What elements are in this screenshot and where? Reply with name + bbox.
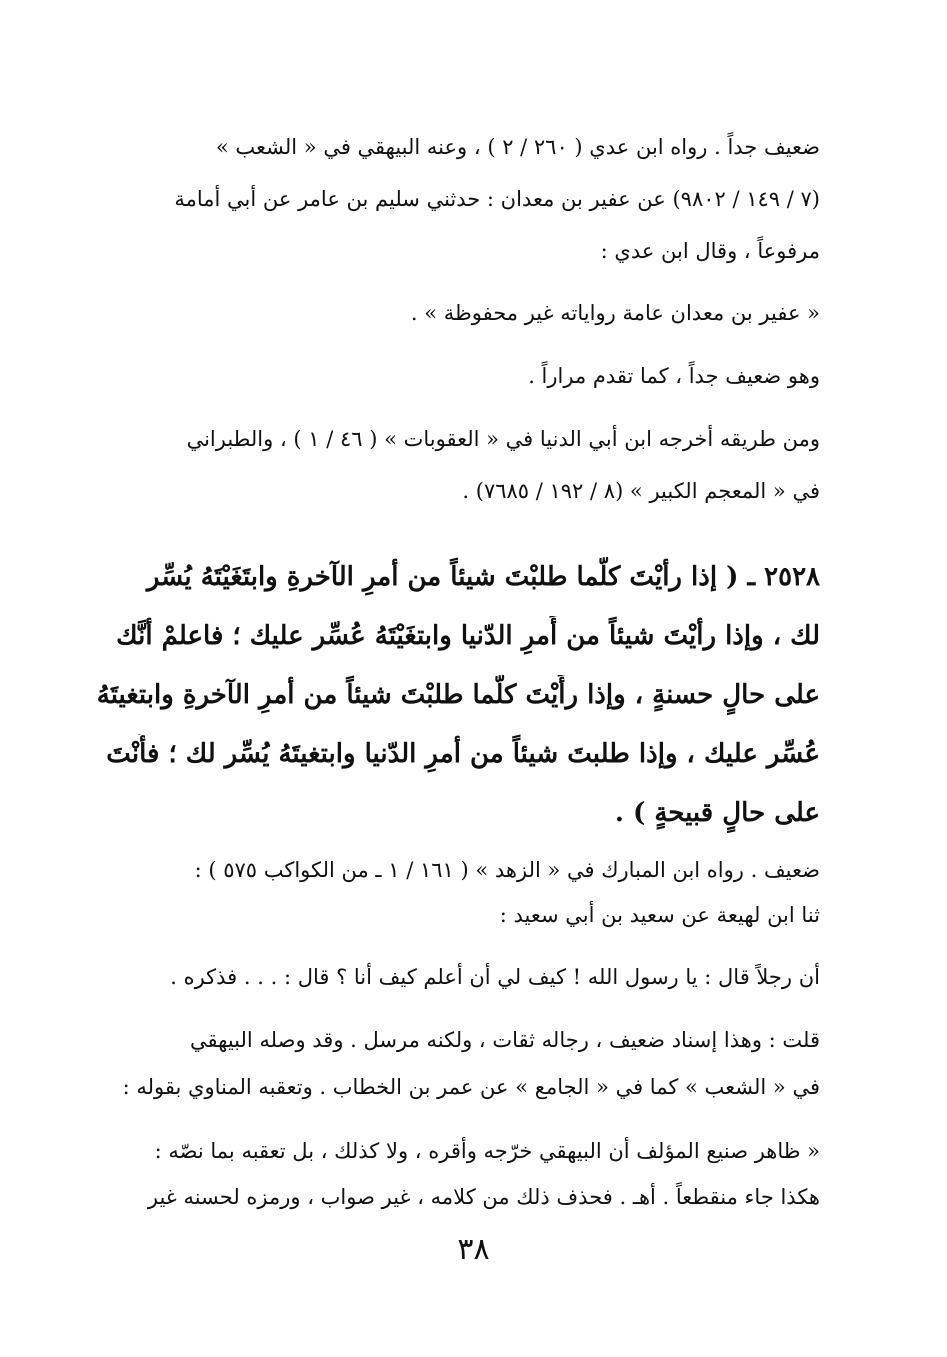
text-line: قلت : وهذا إسناد ضعيف ، رجاله ثقات ، ولكنه مرسل . وقد وصله البيهقي — [190, 1028, 820, 1052]
text-line: في « المعجم الكبير » (٨ / ١٩٢ / ٧٦٨٥) . — [462, 479, 820, 503]
text-line: وهو ضعيف جداً ، كما تقدم مراراً . — [528, 364, 820, 388]
hadith-line: على حالٍ حسنةٍ ، وإذا رأَيْتَ كلّما طلبْتَ شيئاً من أمرِ الآخرةِ وابتغيتَهُ — [96, 680, 820, 710]
page-number: ٣٨ — [457, 1232, 490, 1267]
text-line: مرفوعاً ، وقال ابن عدي : — [600, 239, 820, 263]
text-line: (٧ / ١٤٩ / ٩٨٠٢) عن عفير بن معدان : حدثني سليم بن عامر عن أبي أمامة — [174, 187, 820, 211]
text-line: « ظاهر صنيع المؤلف أن البيهقي خرّجه وأقره ، ولا كذلك ، بل تعقبه بما نصّه : — [154, 1139, 820, 1163]
text-line: في « الشعب » كما في « الجامع » عن عمر بن الخطاب . وتعقبه المناوي بقوله : — [122, 1075, 820, 1099]
text-line: ضعيف . رواه ابن المبارك في « الزهد » ( ١٦١ / ١ ـ من الكواكب ٥٧٥ ) : — [194, 858, 820, 882]
hadith-line: لك ، وإذا رأيْتَ شيئاً من أَمرِ الدّنيا وابتغَيْتَهُ عُسِّر عليك ؛ فاعلمْ أنَّك — [116, 621, 820, 651]
hadith-line: على حالٍ قبيحةٍ ) . — [614, 798, 820, 828]
text-line: « عفير بن معدان عامة رواياته غير محفوظة » . — [410, 301, 820, 325]
text-line: ثنا ابن لهيعة عن سعيد بن أبي سعيد : — [499, 903, 820, 927]
hadith-line: عُسِّر عليك ، وإذا طلبتَ شيئاً من أمرِ الدّنيا وابتغيتَهُ يُسِّر لك ؛ فأَنْتَ — [106, 739, 820, 769]
text-line: أن رجلاً قال : يا رسول الله ! كيف لي أن أعلم كيف أنا ؟ قال : . . . فذكره . — [170, 965, 820, 989]
hadith-line: ٢٥٢٨ ـ ( إذا رأيْتَ كلّما طلبْتَ شيئاً من أمرِ الآخرةِ وابتَغَيْتَهُ يُسِّر — [146, 562, 820, 592]
text-line: هكذا جاء منقطعاً . أهـ . فحذف ذلك من كلامه ، غير صواب ، ورمزه لحسنه غير — [147, 1185, 820, 1209]
text-line: ضعيف جداً . رواه ابن عدي ( ٢٦٠ / ٢ ) ، وعنه البيهقي في « الشعب » — [215, 135, 820, 159]
text-line: ومن طريقه أخرجه ابن أبي الدنيا في « العقوبات » ( ٤٦ / ١ ) ، والطبراني — [186, 427, 820, 451]
